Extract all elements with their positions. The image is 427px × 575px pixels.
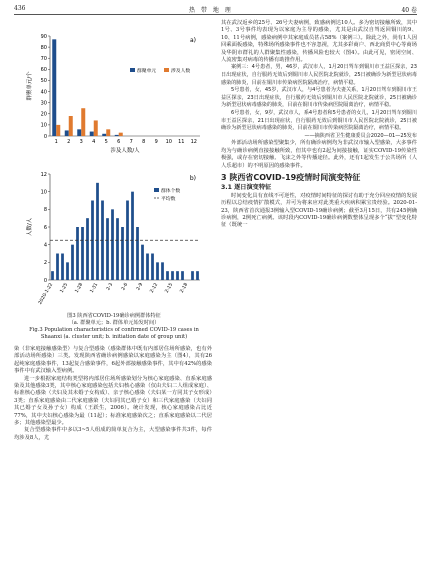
bar — [166, 271, 169, 280]
y-tick-label: 12 — [40, 171, 47, 178]
y-tick-label: 90 — [40, 33, 47, 40]
paragraph: 复合型感染事件中多以3~5人组成的简单复合为主，大型感染事件共3件，每件均涉及8人，尤 — [14, 427, 212, 441]
figure-3 — [24, 30, 206, 316]
x-tick-label: 1 — [54, 139, 58, 145]
journal-title: 热 带 地 理 — [189, 7, 233, 14]
x-tick-label: 2-12 — [149, 282, 160, 295]
paragraph: 染（非家庭接触感染型）与复合型感染（感染群体中既有内部居住场所感染，也有外部活动场所感染）三类。发现陕西省确诊病例感染以家庭感染为主（图4），其有26起纯家庭感染事件，13起复合感染事件，6起外部接触感染事件，其中有42%的感染事件中有武汉输入型病例。 — [14, 346, 212, 375]
bar — [131, 192, 134, 280]
bar — [77, 129, 81, 136]
figure-caption — [14, 313, 214, 341]
x-tick-label: 2-9 — [136, 282, 145, 292]
bar — [119, 133, 123, 136]
y-axis-label: 人数/人 — [27, 217, 33, 237]
caption-en-2: Shaanxi (a. cluster unit; b. initiation date of group unit) — [40, 334, 188, 340]
caption-cn-sub: （a. 群聚单元；b. 群体单元始发时间） — [68, 320, 160, 326]
x-tick-label: 2-3 — [106, 282, 115, 292]
legend-swatch — [154, 188, 159, 192]
bar — [171, 271, 174, 280]
y-tick-label: 70 — [40, 56, 47, 63]
paragraph: 外部活动场所感染型聚集少，所有确诊病例均为非武汉市输入型感染，大多事件均为与确诊病例直接接触所致，但其中也有2起为间接接触，证实COVID-19传染性极强，或存在密切接触、飞沫之外等传播途径。此外，还有1起发生于公共场所（人人乐超市）的不明原因的感染事件。 — [221, 140, 417, 169]
bar — [86, 218, 89, 280]
legend-label: 涉及人数 — [171, 69, 191, 74]
x-tick-label: 3 — [79, 139, 83, 145]
x-tick-label: 7 — [129, 139, 133, 145]
bar — [96, 183, 99, 280]
bar — [65, 130, 69, 136]
y-tick-label: 0 — [43, 277, 47, 284]
bar — [61, 254, 64, 281]
y-tick-label: 4 — [43, 242, 47, 249]
paragraph: 时间变化具有直线不可逆性，对疫情时间特征的探讨有助于充分回应疫情的发展历程以总结疫情扩散模式，并可为将来应对此类重大疾病积累宝贵经验。2020-01-23，陕西省首次通报3例输入型COVID-19确诊病例；截至3月15日，共有245例确诊病例，2例死亡病例。该时段内COVID-19确诊病例数整体呈现多个“拔”型变化特征（既统一 — [221, 192, 417, 229]
y-tick-label: 8 — [43, 207, 47, 214]
volume-label: 40 卷 — [401, 7, 417, 14]
x-tick-label: 5 — [104, 139, 108, 145]
x-tick-label: 10 — [165, 139, 172, 145]
bar — [76, 227, 79, 280]
bar — [156, 262, 159, 280]
case-paragraph: 6号患者，女，9岁，武汉市人，系4号患者和5号患者的女儿，1月20日驾车到铜川市王益区探亲，21日出现症状，自行服药无效后到铜川市人民医院北院就诊，25日被确诊为新型冠状病毒感染的肺炎，目前在铜川市传染病医院隔离治疗，病情平稳。 — [221, 110, 417, 132]
x-tick-label: 6 — [117, 139, 121, 145]
x-tick-label: 4 — [92, 139, 96, 145]
x-tick-label: 11 — [178, 139, 185, 145]
bar — [161, 262, 164, 280]
bar — [71, 245, 74, 280]
case-source: ——摘陕西省卫生健康委员会2020—01—25发布 — [304, 132, 417, 139]
x-tick-label: 12 — [190, 139, 197, 145]
x-tick-label: 8 — [142, 139, 146, 145]
y-tick-label: 0 — [43, 133, 47, 140]
panel-label: a) — [189, 37, 196, 44]
paragraph: 其在武汉返乡的25号、26号夫妻病例，致感病例达10人。多为密切接触所致，其中1号、3号事件均表现为以家庭为主导的感染，尤其是由武汉自驾返回铜川的9、10、11号病例，感染病例中其家庭成员甚占58%（案例三）。除此之外，尚有1人因回乘面板感染，特殊场所感染事件也不容忽视，尤其多彩商户、西北商贸中心等商场及华阴市群礼的人群聚集性感染，传播风险也较大（图4）。由此可见，密闭空间、人流密集对病毒的传播有助推作用。 — [221, 20, 417, 64]
bar — [81, 108, 85, 136]
bar — [181, 271, 184, 280]
x-tick-label: 2 — [67, 139, 71, 145]
case-paragraph: 5号患者，女，45岁，武汉市人，与4号患者为夫妻关系，1月20日驾车到铜川市王益区探亲，23日出现症状，自行服药无效后到铜川市人民医院北院就诊，25日被确诊为新型冠状病毒感染的肺炎，目前在铜川市传染病医院隔离治疗，病情平稳。 — [221, 87, 417, 109]
bar — [52, 39, 56, 136]
bar — [191, 271, 194, 280]
bar — [81, 227, 84, 280]
bar — [151, 254, 154, 281]
y-tick-label: 10 — [40, 122, 47, 129]
y-tick-label: 20 — [40, 111, 47, 118]
page-header — [14, 5, 417, 14]
subsection-title: 3.1 逐日演变特征 — [221, 184, 272, 192]
legend-label: 群体个数 — [161, 189, 181, 194]
bar — [51, 271, 54, 280]
panel-label: b) — [189, 175, 196, 182]
x-tick-label: 9 — [154, 139, 158, 145]
x-tick-label: 1-25 — [59, 282, 70, 295]
caption-en: Fig.3 Population characteristics of confirmed COVID-19 cases in — [29, 327, 199, 333]
bar — [90, 132, 94, 136]
bar — [56, 254, 59, 281]
section-title: 3 陕西省COVID-19疫情时间演变特征 — [221, 173, 361, 182]
left-column — [14, 346, 212, 442]
y-tick-label: 30 — [40, 100, 47, 107]
bar — [56, 125, 60, 136]
bar — [115, 135, 119, 136]
y-tick-label: 40 — [40, 89, 47, 96]
x-axis-label: 涉及人数/人 — [110, 148, 140, 154]
bar — [146, 254, 149, 281]
bar — [196, 271, 199, 280]
x-tick-label: 1-28 — [74, 282, 85, 295]
chart-initiation-date — [24, 168, 206, 316]
y-tick-label: 10 — [40, 189, 47, 196]
paragraph: 进一步根据家庭结构类型将内部居住场所感染划分为核心家庭感染、直系家庭感染及其他感染3类，其中核心家庭感染包括夫妇核心感染（仅由夫妇二人组成家庭）、标准核心感染（夫妇及其未婚子女构成）、亲子核心感染（夫妇某一方同其子女形成）3类；直系家庭感染由二代家庭感染（夫妇同其已婚子女）和三代家庭感染（夫妇同其已婚子女及孙子女）构成（王跃生，2006）。统计发现，核心家庭感染占比近77%，其中夫妇核心感染为最（11起）；标准家庭感染次之；直系家庭感染以二代居多；其他感染型最少。 — [14, 375, 212, 427]
y-tick-label: 60 — [40, 67, 47, 74]
y-tick-label: 80 — [40, 44, 47, 51]
x-tick-label: 2-18 — [179, 282, 190, 295]
legend-label: 平均数 — [161, 197, 176, 202]
bar — [141, 245, 144, 280]
bar — [69, 116, 73, 136]
legend-swatch — [164, 68, 169, 72]
bar — [94, 120, 98, 136]
bar — [111, 209, 114, 280]
bar — [116, 218, 119, 280]
bar — [66, 262, 69, 280]
bar — [106, 218, 109, 280]
header-rule — [14, 14, 417, 15]
x-tick-label: 2-15 — [164, 282, 175, 295]
bar — [136, 227, 139, 280]
bar — [176, 271, 179, 280]
page-number: 436 — [14, 5, 26, 12]
bar — [106, 129, 110, 136]
case-paragraph: 案例三：4号患者，男，46岁，武汉市人，1月20日驾车到铜川市王益区探亲，23日出现症状，自行服药无效后到铜川市人民医院北院就诊，25日被确诊为新型冠状病毒感染的肺炎，目前在铜川市传染病医院隔离治疗，病情平稳。 — [221, 64, 417, 86]
bar — [121, 227, 124, 280]
legend-swatch — [130, 68, 135, 72]
y-tick-label: 2 — [43, 260, 47, 267]
chart-cluster-units — [24, 30, 206, 158]
y-axis-label: 群聚单元/个 — [27, 71, 33, 101]
caption-cn: 图3 陕西省COVID-19确诊病例群体特征 — [67, 313, 161, 319]
legend-label: 群聚单元 — [137, 69, 157, 74]
case-block — [221, 64, 417, 140]
y-tick-label: 50 — [40, 78, 47, 85]
x-tick-label: 2-6 — [121, 282, 130, 292]
x-tick-label: 1-31 — [89, 282, 100, 295]
y-tick-label: 6 — [43, 224, 47, 231]
x-tick-label: 2020-1-22 — [38, 282, 55, 306]
bar — [102, 134, 106, 136]
right-column — [221, 20, 417, 230]
